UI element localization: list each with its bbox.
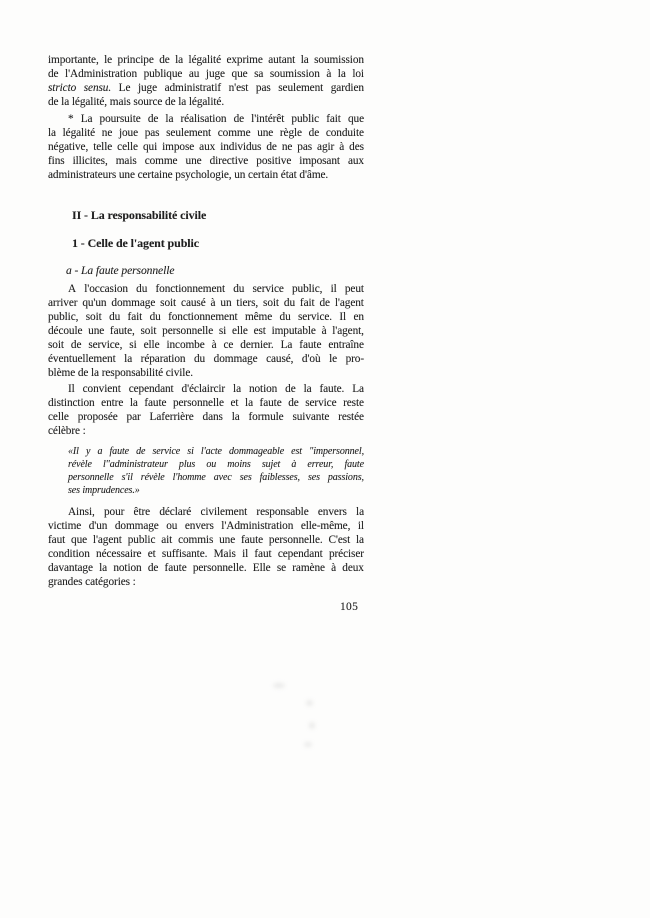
word: soit: [263, 297, 279, 309]
text-segment: blème de la responsabilité civile.: [48, 367, 193, 379]
word: ramène: [292, 562, 325, 574]
word: entraîne: [328, 339, 364, 351]
word: la: [233, 383, 241, 395]
word: l''administrateur: [102, 459, 168, 470]
word: La: [352, 383, 364, 395]
word: erreur,: [307, 459, 334, 470]
word: individus: [220, 141, 262, 153]
word: envers: [317, 506, 347, 518]
word: soumission: [314, 54, 364, 66]
paragraph-interet-public: [48, 112, 364, 182]
word: service,: [88, 339, 123, 351]
word: sensu.: [83, 82, 112, 94]
word: de: [288, 397, 299, 409]
word: personnelle: [68, 472, 114, 483]
word: entre: [101, 397, 124, 409]
word: autant: [268, 54, 296, 66]
word: faiblesses,: [259, 472, 300, 483]
word: l'agent: [92, 534, 122, 546]
word: convient: [82, 383, 121, 395]
word: administratif: [164, 82, 222, 94]
word: par: [126, 411, 141, 423]
word: faute.: [319, 383, 345, 395]
word: seulement: [278, 82, 324, 94]
text-line: [48, 505, 364, 519]
word: ce: [223, 339, 234, 351]
word: arriver: [48, 297, 78, 309]
word: si: [129, 339, 137, 351]
word: l'Administration: [65, 68, 138, 80]
word: est: [253, 325, 266, 337]
page-number: 105: [340, 601, 359, 613]
word: même: [244, 311, 273, 323]
word: plus: [178, 459, 196, 470]
text-line: [68, 484, 364, 497]
word: commis: [178, 534, 214, 546]
word: légalité: [62, 127, 96, 139]
word: si: [218, 325, 227, 337]
word: seulement: [166, 127, 212, 139]
word: pas: [144, 127, 160, 139]
word: faute: [109, 446, 129, 457]
word: principe: [117, 54, 154, 66]
word: moins: [227, 459, 251, 470]
word: imputable: [271, 325, 316, 337]
word: de: [159, 54, 170, 66]
word: de: [147, 562, 159, 574]
word: suffisante.: [161, 548, 208, 560]
paragraph-notion-faute: [48, 382, 364, 438]
word: être: [133, 506, 151, 518]
word: public: [291, 113, 320, 125]
scan-smudge: [309, 722, 315, 729]
text-line: [48, 366, 364, 380]
word: découle: [48, 325, 83, 337]
heading-faute-personnelle: a - La faute personnelle: [66, 264, 175, 277]
word: notion: [248, 383, 278, 395]
word: ou: [206, 459, 217, 470]
text-line: [48, 282, 364, 296]
word: soit: [85, 311, 102, 323]
text-line: [48, 95, 364, 109]
word: s'il: [121, 472, 133, 483]
word: soit: [140, 325, 157, 337]
word: un: [220, 297, 232, 309]
text-line: [48, 396, 364, 410]
word: du: [109, 311, 121, 323]
word: une: [219, 534, 236, 546]
word: personnelle: [172, 397, 224, 409]
word: mais: [115, 155, 137, 167]
word: restée: [338, 411, 364, 423]
word: soit: [160, 297, 177, 309]
word: du: [283, 297, 295, 309]
text-line: [48, 168, 364, 182]
word: une: [185, 155, 202, 167]
word: passions,: [327, 472, 364, 483]
word: celle: [48, 411, 69, 423]
word: une: [88, 325, 105, 337]
word: à: [326, 68, 332, 80]
word: à: [321, 325, 327, 337]
word: deux: [342, 562, 364, 574]
word: l'acte: [200, 446, 222, 457]
word: La: [80, 113, 93, 125]
word: fins: [48, 155, 65, 167]
word: qu'un: [82, 297, 107, 309]
word: le: [329, 353, 338, 365]
word: positive: [256, 155, 292, 167]
word: public,: [48, 311, 79, 323]
text-line: [48, 338, 364, 352]
word: d'où: [301, 353, 321, 365]
word: loi: [352, 68, 364, 80]
word: faut: [48, 534, 66, 546]
word: que: [71, 534, 88, 546]
word: celle: [117, 141, 138, 153]
word: service: [252, 283, 284, 295]
word: juge: [205, 68, 225, 80]
word: Le: [118, 82, 131, 94]
text-segment: célèbre :: [48, 425, 86, 437]
text-line: [48, 126, 364, 140]
heading-agent-public: 1 - Celle de l'agent public: [72, 236, 199, 250]
word: à: [211, 339, 217, 351]
word: à: [291, 459, 297, 470]
word: et: [147, 548, 156, 560]
text-segment: administrateurs une certaine psychologie, un certain état d'âme.: [48, 169, 329, 181]
word: impose: [162, 141, 195, 153]
word: service.: [298, 311, 333, 323]
word: formule: [248, 411, 284, 423]
word: n'est: [228, 82, 249, 94]
word: Il: [68, 383, 75, 395]
word: faute: [240, 534, 264, 546]
word: incombe: [166, 339, 205, 351]
word: du: [233, 283, 245, 295]
word: du: [149, 311, 161, 323]
word: y: [85, 446, 91, 457]
word: tiers,: [236, 297, 259, 309]
word: d'éclaircir: [181, 383, 226, 395]
word: dans: [202, 411, 223, 423]
word: à: [339, 141, 345, 153]
word: l'Administration: [221, 520, 294, 532]
text-line: [68, 471, 364, 484]
word: Ainsi,: [68, 506, 95, 518]
text-line: [48, 382, 364, 396]
text-line: [48, 575, 364, 589]
word: condition: [48, 548, 90, 560]
word: la: [300, 54, 309, 66]
word: causé,: [266, 353, 294, 365]
word: de: [147, 113, 159, 125]
word: conduite: [325, 127, 364, 139]
text-line: [48, 519, 364, 533]
word: public,: [292, 283, 323, 295]
word: aux: [347, 155, 364, 167]
word: elle: [143, 339, 160, 351]
text-line: [48, 140, 364, 154]
word: à: [331, 562, 337, 574]
word: ses: [239, 472, 252, 483]
text-line: [48, 410, 364, 424]
word: faute: [299, 339, 322, 351]
word: il: [330, 283, 337, 295]
text-line: [48, 533, 364, 547]
word: fait: [127, 311, 143, 323]
word: civilement: [200, 506, 248, 518]
word: davantage: [48, 562, 93, 574]
paragraph-fonctionnement-service: [48, 282, 364, 380]
word: la: [124, 353, 133, 365]
word: la: [231, 411, 240, 423]
text-segment: grandes catégories :: [48, 576, 136, 588]
word: "impersonnel,: [309, 446, 364, 457]
word: C'est: [328, 534, 351, 546]
word: fonctionnement: [168, 311, 238, 323]
text-line: [68, 445, 364, 458]
word: agir: [317, 141, 335, 153]
word: et: [230, 397, 239, 409]
word: elle: [231, 325, 248, 337]
word: réparation: [140, 353, 186, 365]
word: dommage: [111, 297, 156, 309]
word: l'homme: [172, 472, 206, 483]
word: une: [257, 127, 274, 139]
word: gardien: [330, 82, 364, 94]
text-line: [48, 324, 364, 338]
word: responsable: [256, 506, 309, 518]
word: publique: [143, 68, 183, 80]
word: de: [319, 297, 330, 309]
word: faut: [254, 548, 272, 560]
word: réalisation: [180, 113, 227, 125]
word: éventuellement: [48, 353, 116, 365]
word: elle-même,: [300, 520, 351, 532]
word: «Il: [68, 446, 79, 457]
word: préciser: [328, 548, 364, 560]
text-segment: ses imprudences.»: [68, 485, 140, 496]
word: au: [188, 68, 200, 80]
word: personnelle.: [268, 534, 323, 546]
word: que: [347, 113, 364, 125]
scan-smudge: [306, 700, 313, 706]
word: déclaré: [159, 506, 192, 518]
word: service: [305, 397, 337, 409]
word: suivante: [292, 411, 330, 423]
word: comme: [144, 155, 178, 167]
word: il: [357, 520, 364, 532]
word: fait: [326, 113, 341, 125]
word: dernier.: [240, 339, 274, 351]
text-line: [48, 296, 364, 310]
word: proposée: [77, 411, 118, 423]
word: des: [349, 141, 364, 153]
word: Laferrière: [149, 411, 194, 423]
word: dommage: [114, 520, 159, 532]
word: la: [99, 562, 108, 574]
word: à: [210, 297, 216, 309]
word: il: [242, 548, 249, 560]
word: stricto: [48, 82, 77, 94]
text-line: [48, 67, 364, 81]
word: nécessaire: [96, 548, 142, 560]
word: se: [276, 562, 287, 574]
word: la: [165, 113, 174, 125]
word: victime: [48, 520, 82, 532]
word: la: [245, 397, 253, 409]
word: de: [136, 446, 146, 457]
word: A: [68, 283, 77, 295]
word: reste: [343, 397, 364, 409]
word: ne: [101, 127, 113, 139]
word: avec: [213, 472, 232, 483]
word: la: [303, 383, 312, 395]
word: fait: [299, 297, 315, 309]
word: poursuite: [99, 113, 141, 125]
word: pas: [255, 82, 271, 94]
text-column: [48, 53, 364, 589]
word: dommageable: [229, 446, 285, 457]
word: d'un: [88, 520, 108, 532]
word: sujet: [261, 459, 281, 470]
text-line: [68, 458, 364, 471]
word: ait: [161, 534, 173, 546]
word: ne: [281, 141, 293, 153]
text-line: [48, 112, 364, 126]
word: l'agent,: [332, 325, 364, 337]
word: ou: [166, 520, 178, 532]
word: négative,: [48, 141, 89, 153]
word: soit: [48, 339, 64, 351]
word: faute,: [109, 325, 135, 337]
word: l'occasion: [84, 283, 128, 295]
text-line: [48, 424, 364, 438]
word: de: [308, 127, 320, 139]
word: l'agent: [334, 297, 364, 309]
word: révèle: [140, 472, 165, 483]
word: imposant: [299, 155, 340, 167]
scan-smudge: [273, 683, 285, 688]
word: directive: [209, 155, 249, 167]
text-line: [48, 81, 364, 95]
text-segment: de la légalité, mais source de la légalité.: [48, 96, 225, 108]
word: faute: [259, 397, 282, 409]
word: public: [127, 534, 156, 546]
word: en: [353, 311, 364, 323]
paragraph-categories-faute: [48, 505, 364, 589]
word: la: [337, 68, 346, 80]
word: dommage: [213, 353, 258, 365]
word: sa: [254, 68, 264, 80]
word: la: [355, 534, 364, 546]
word: de: [266, 141, 277, 153]
word: comme: [217, 127, 251, 139]
word: Elle: [252, 562, 271, 574]
word: illicites,: [72, 155, 108, 167]
word: règle: [279, 127, 302, 139]
word: aux: [199, 141, 216, 153]
word: qui: [142, 141, 158, 153]
word: de: [70, 339, 82, 351]
word: envers: [184, 520, 214, 532]
word: ses: [307, 472, 320, 483]
text-line: [48, 310, 364, 324]
word: faute: [164, 562, 187, 574]
word: pas: [297, 141, 313, 153]
word: faute: [344, 459, 364, 470]
word: La: [280, 339, 293, 351]
word: que: [231, 68, 248, 80]
word: personnelle.: [192, 562, 247, 574]
quote-laferriere: [68, 445, 364, 497]
word: pro-: [345, 353, 364, 365]
word: faute: [144, 397, 167, 409]
word: *: [68, 113, 74, 125]
word: de: [48, 68, 59, 80]
word: l'intérêt: [251, 113, 285, 125]
word: la: [129, 397, 138, 409]
word: distinction: [48, 397, 95, 409]
word: si: [187, 446, 194, 457]
word: la: [175, 54, 184, 66]
text-line: [48, 352, 364, 366]
word: cependant: [277, 548, 323, 560]
word: cependant: [128, 383, 174, 395]
word: causé: [181, 297, 206, 309]
word: exprime: [226, 54, 263, 66]
word: service: [152, 446, 181, 457]
text-line: [48, 53, 364, 67]
word: la: [48, 127, 56, 139]
paragraph-legalite-continuation: [48, 53, 364, 109]
word: le: [104, 54, 113, 66]
word: importante,: [48, 54, 99, 66]
word: a: [97, 446, 103, 457]
word: fonctionnement: [155, 283, 225, 295]
word: du: [279, 311, 291, 323]
word: notion: [113, 562, 142, 574]
word: du: [136, 283, 148, 295]
word: joue: [118, 127, 138, 139]
word: Il: [339, 311, 347, 323]
word: juge: [137, 82, 158, 94]
scan-smudge: [304, 742, 312, 747]
word: est: [291, 446, 302, 457]
word: de: [233, 113, 245, 125]
word: telle: [93, 141, 113, 153]
word: du: [194, 353, 206, 365]
word: révèle: [68, 459, 92, 470]
text-line: [48, 154, 364, 168]
word: de: [285, 383, 296, 395]
word: personnelle: [162, 325, 214, 337]
heading-responsabilite-civile: II - La responsabilité civile: [72, 208, 207, 222]
word: la: [356, 506, 364, 518]
word: peut: [344, 283, 364, 295]
text-line: [48, 547, 364, 561]
word: Mais: [213, 548, 236, 560]
word: pour: [103, 506, 125, 518]
word: soumission: [269, 68, 320, 80]
text-line: [48, 561, 364, 575]
word: légalité: [188, 54, 221, 66]
